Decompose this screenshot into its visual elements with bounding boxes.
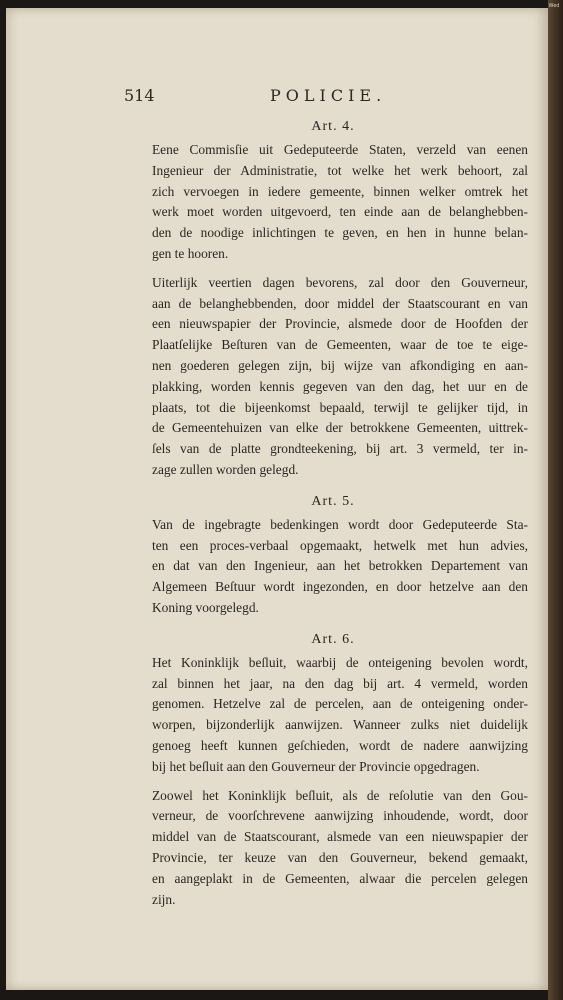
paragraph <box>138 140 528 265</box>
body-text <box>138 114 528 918</box>
text-line: nen goederen gelegen zijn, bij wijze van afkondiging en aan- <box>152 357 528 373</box>
text-line: Koning voorgelegd. <box>152 599 259 615</box>
text-line: Het Koninklijk beſluit, waarbij de onteigening bevolen wordt, <box>152 654 528 670</box>
text-line: gen te hooren. <box>152 245 229 261</box>
running-title: POLICIE. <box>270 86 387 105</box>
text-line: en dat van den Ingenieur, aan het betrokken Departement van <box>152 558 528 574</box>
text-line: plakking, worden kennis gegeven van den dag, het uur en de <box>152 378 528 394</box>
page-header <box>124 86 538 108</box>
text-line: genoeg heeft kunnen geſchieden, wordt de nadere aanwijzing <box>152 737 528 753</box>
text-line: zijn. <box>152 891 176 907</box>
text-line: den de noodige inlichtingen te geven, en hen in hunne belan- <box>152 225 528 241</box>
text-line: Provincie, ter keuze van den Gouverneur, bekend gemaakt, <box>152 849 528 865</box>
article-heading: Art. 5. <box>311 493 355 509</box>
text-line: aan de belanghebbenden, door middel der Staatscourant en van <box>152 295 528 311</box>
text-line: zage zullen worden gelegd. <box>152 461 299 477</box>
text-line: werk moet worden uitgevoerd, ten einde aan de belanghebben- <box>152 204 528 220</box>
text-line: Zoowel het Koninklijk beſluit, als de reſolutie van den Gou- <box>152 787 528 803</box>
paragraph <box>138 515 528 619</box>
article-heading: Art. 4. <box>311 119 355 134</box>
text-line: verneur, de voorſchrevene aanwijzing inhoudende, wordt, door <box>152 808 528 824</box>
text-line: Van de ingebragte bedenkingen wordt door Gedeputeerde Sta- <box>152 516 528 532</box>
book-spine <box>548 0 563 1000</box>
paragraph <box>138 786 528 911</box>
page-number: 514 <box>124 86 155 105</box>
text-line: ſels van de platte grondteekening, bij art. 3 vermeld, ter in- <box>152 441 528 457</box>
text-line: zal binnen het jaar, na den dag bij art. 4 vermeld, worden <box>152 675 528 691</box>
text-line: Plaatſelijke Beſturen van de Gemeenten, waar de toe te eige- <box>152 337 528 353</box>
text-line: en aangeplakt in de Gemeenten, alwaar die percelen gelegen <box>152 870 528 886</box>
text-line: plaats, tot die bijeenkomst bepaald, terwijl te gelijker tijd, in <box>152 399 528 415</box>
text-line: ten een proces-verbaal opgemaakt, hetwelk met hun advies, <box>152 537 528 553</box>
paragraph <box>138 273 528 481</box>
text-line: Ingenieur der Administratie, tot welke het werk behoort, zal <box>152 162 528 178</box>
text-line: genomen. Hetzelve zal de percelen, aan de onteigening onder- <box>152 696 528 712</box>
text-line: middel van de Staatscourant, alsmede van een nieuwspapier der <box>152 829 528 845</box>
spine-label: Wed <box>548 3 560 9</box>
text-line: worpen, bijzonderlijk aanwijzen. Wanneer zulks niet duidelijk <box>152 717 528 733</box>
paragraph <box>138 653 528 778</box>
text-line: Eene Commisſie uit Gedeputeerde Staten, verzeld van eenen <box>152 142 528 157</box>
text-line: bij het beſluit aan den Gouverneur der Provincie opgedragen. <box>152 758 480 774</box>
article-heading: Art. 6. <box>311 631 355 647</box>
text-line: Algemeen Beſtuur wordt ingezonden, en door hetzelve aan den <box>152 579 528 595</box>
text-line: zich vervoegen in iedere gemeente, binnen welker omtrek het <box>152 183 528 199</box>
text-line: de Gemeentehuizen van elke der betrokkene Gemeenten, uittrek- <box>152 420 528 436</box>
text-line: Uiterlijk veertien dagen bevorens, zal door den Gouverneur, <box>152 274 528 290</box>
text-line: een nieuwspapier der Provincie, alsmede door de Hoofden der <box>152 316 528 332</box>
